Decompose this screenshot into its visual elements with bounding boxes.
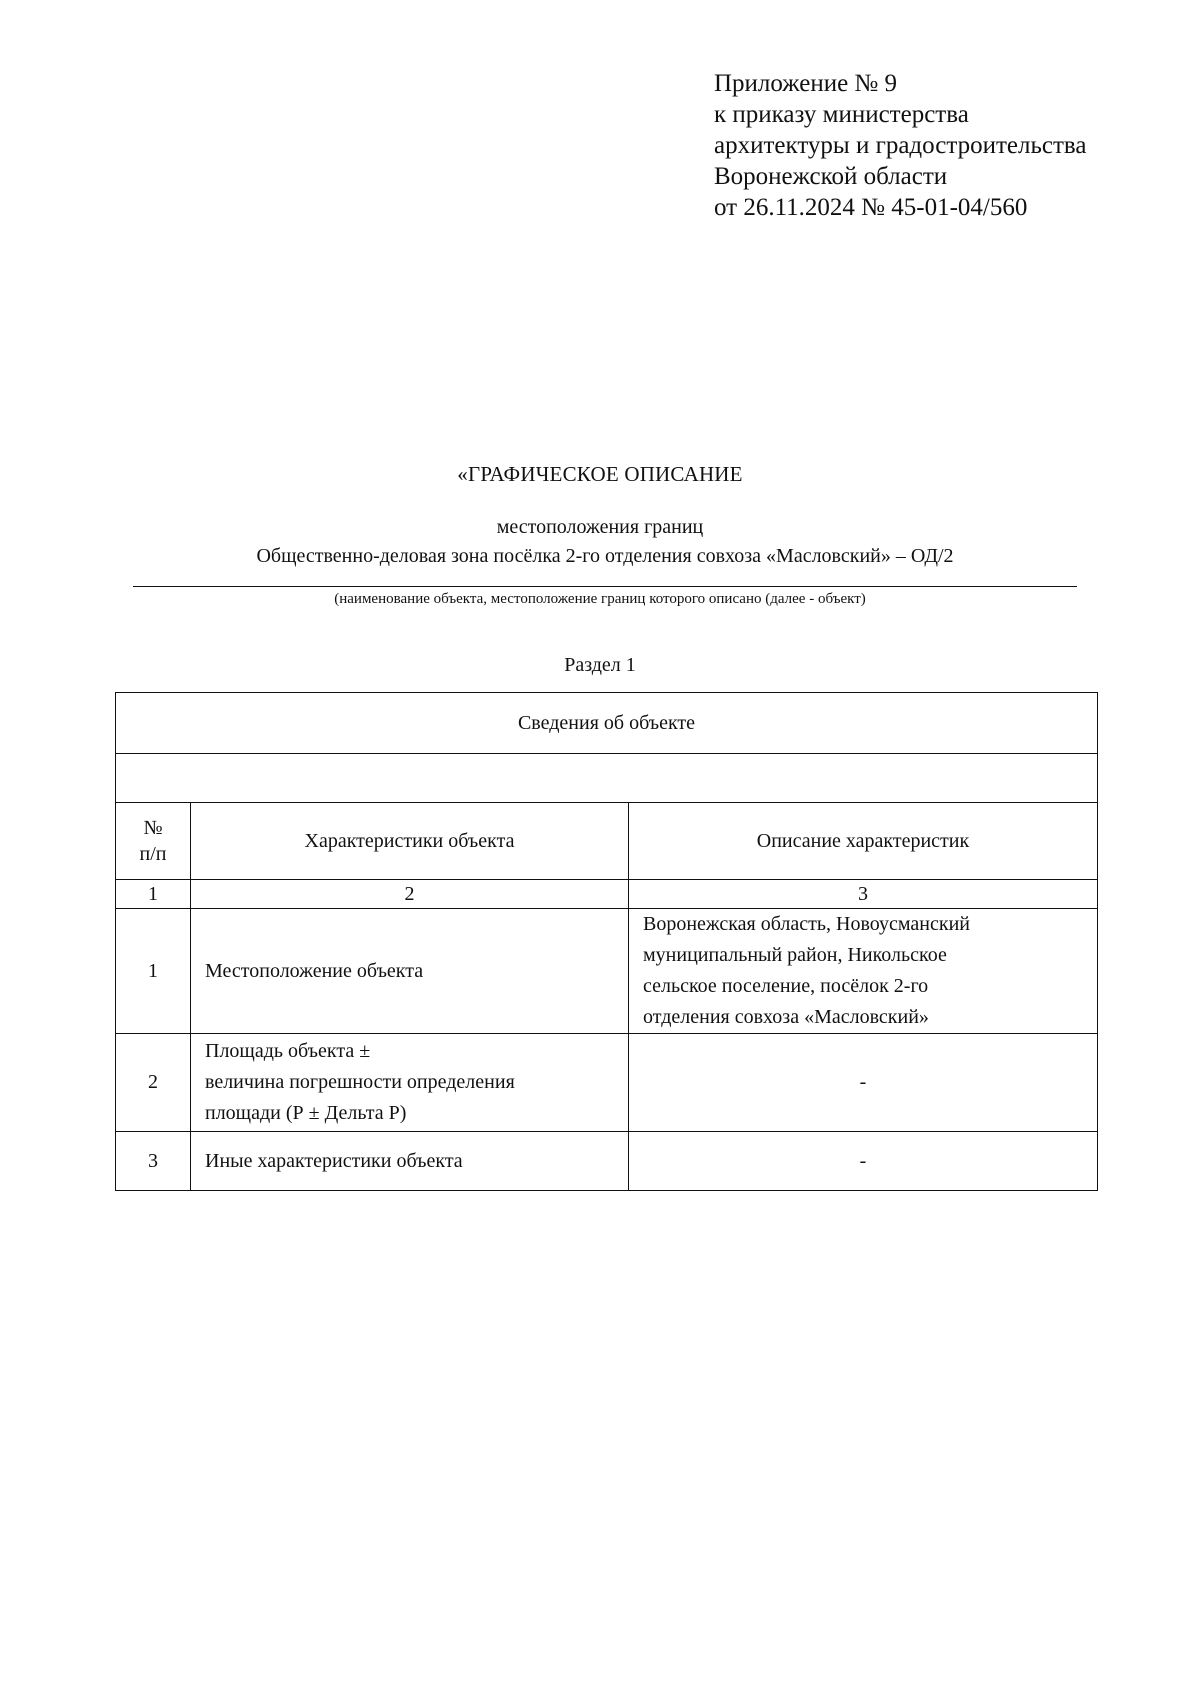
object-name: Общественно-деловая зона посёлка 2-го отделения совхоза «Масловский» – ОД/2 xyxy=(256,545,954,567)
document-subtitle: местоположения границ xyxy=(496,516,704,538)
row-description-line: сельское поселение, посёлок 2-го xyxy=(643,975,929,997)
table-row xyxy=(116,1034,1098,1132)
row-number: 1 xyxy=(116,909,191,1034)
row-description-line: Воронежская область, Новоусманский xyxy=(643,913,970,935)
table-column-headers xyxy=(116,803,1098,880)
table-header-row xyxy=(116,693,1098,754)
row-description: - xyxy=(629,1034,1098,1132)
column-number: 2 xyxy=(191,880,629,909)
attachment-line: от 26.11.2024 № 45-01-04/560 xyxy=(714,194,1028,221)
column-header-characteristics: Характеристики объекта xyxy=(191,803,629,880)
column-header-number-line1: № xyxy=(143,817,163,839)
object-name-underline xyxy=(133,586,1077,587)
attachment-line: к приказу министерства xyxy=(714,101,969,128)
row-description xyxy=(629,909,1098,1034)
attachment-block xyxy=(714,68,1086,223)
object-name-caption: (наименование объекта, местоположение границ которого описано (далее - объект) xyxy=(334,591,866,607)
attachment-line: Приложение № 9 xyxy=(714,70,898,97)
attachment-line: архитектуры и градостроительства xyxy=(714,132,1087,159)
object-info-table xyxy=(115,692,1098,1191)
row-description-line: муниципальный район, Никольское xyxy=(643,944,947,966)
table-row xyxy=(116,909,1098,1034)
table-column-numbers xyxy=(116,880,1098,909)
row-characteristic-line: Площадь объекта ± xyxy=(205,1040,371,1062)
row-description-line: отделения совхоза «Масловский» xyxy=(643,1006,929,1028)
column-header-number-line2: п/п xyxy=(139,843,167,865)
table-header: Сведения об объекте xyxy=(116,693,1098,754)
row-characteristic-line: площади (Р ± Дельта Р) xyxy=(205,1102,407,1124)
column-number: 1 xyxy=(116,880,191,909)
column-header-number xyxy=(116,803,191,880)
row-characteristic-line: величина погрешности определения xyxy=(205,1071,515,1093)
row-number: 3 xyxy=(116,1132,191,1191)
row-characteristic: Местоположение объекта xyxy=(191,909,629,1034)
document-title: «ГРАФИЧЕСКОЕ ОПИСАНИЕ xyxy=(457,462,743,486)
row-characteristic xyxy=(191,1034,629,1132)
attachment-line: Воронежской области xyxy=(714,163,948,190)
column-header-description: Описание характеристик xyxy=(629,803,1098,880)
row-number: 2 xyxy=(116,1034,191,1132)
table-empty-row xyxy=(116,754,1098,803)
row-characteristic: Иные характеристики объекта xyxy=(191,1132,629,1191)
table-empty-cell xyxy=(116,754,1098,803)
column-number: 3 xyxy=(629,880,1098,909)
table-row xyxy=(116,1132,1098,1191)
row-description: - xyxy=(629,1132,1098,1191)
section-label: Раздел 1 xyxy=(564,654,636,676)
